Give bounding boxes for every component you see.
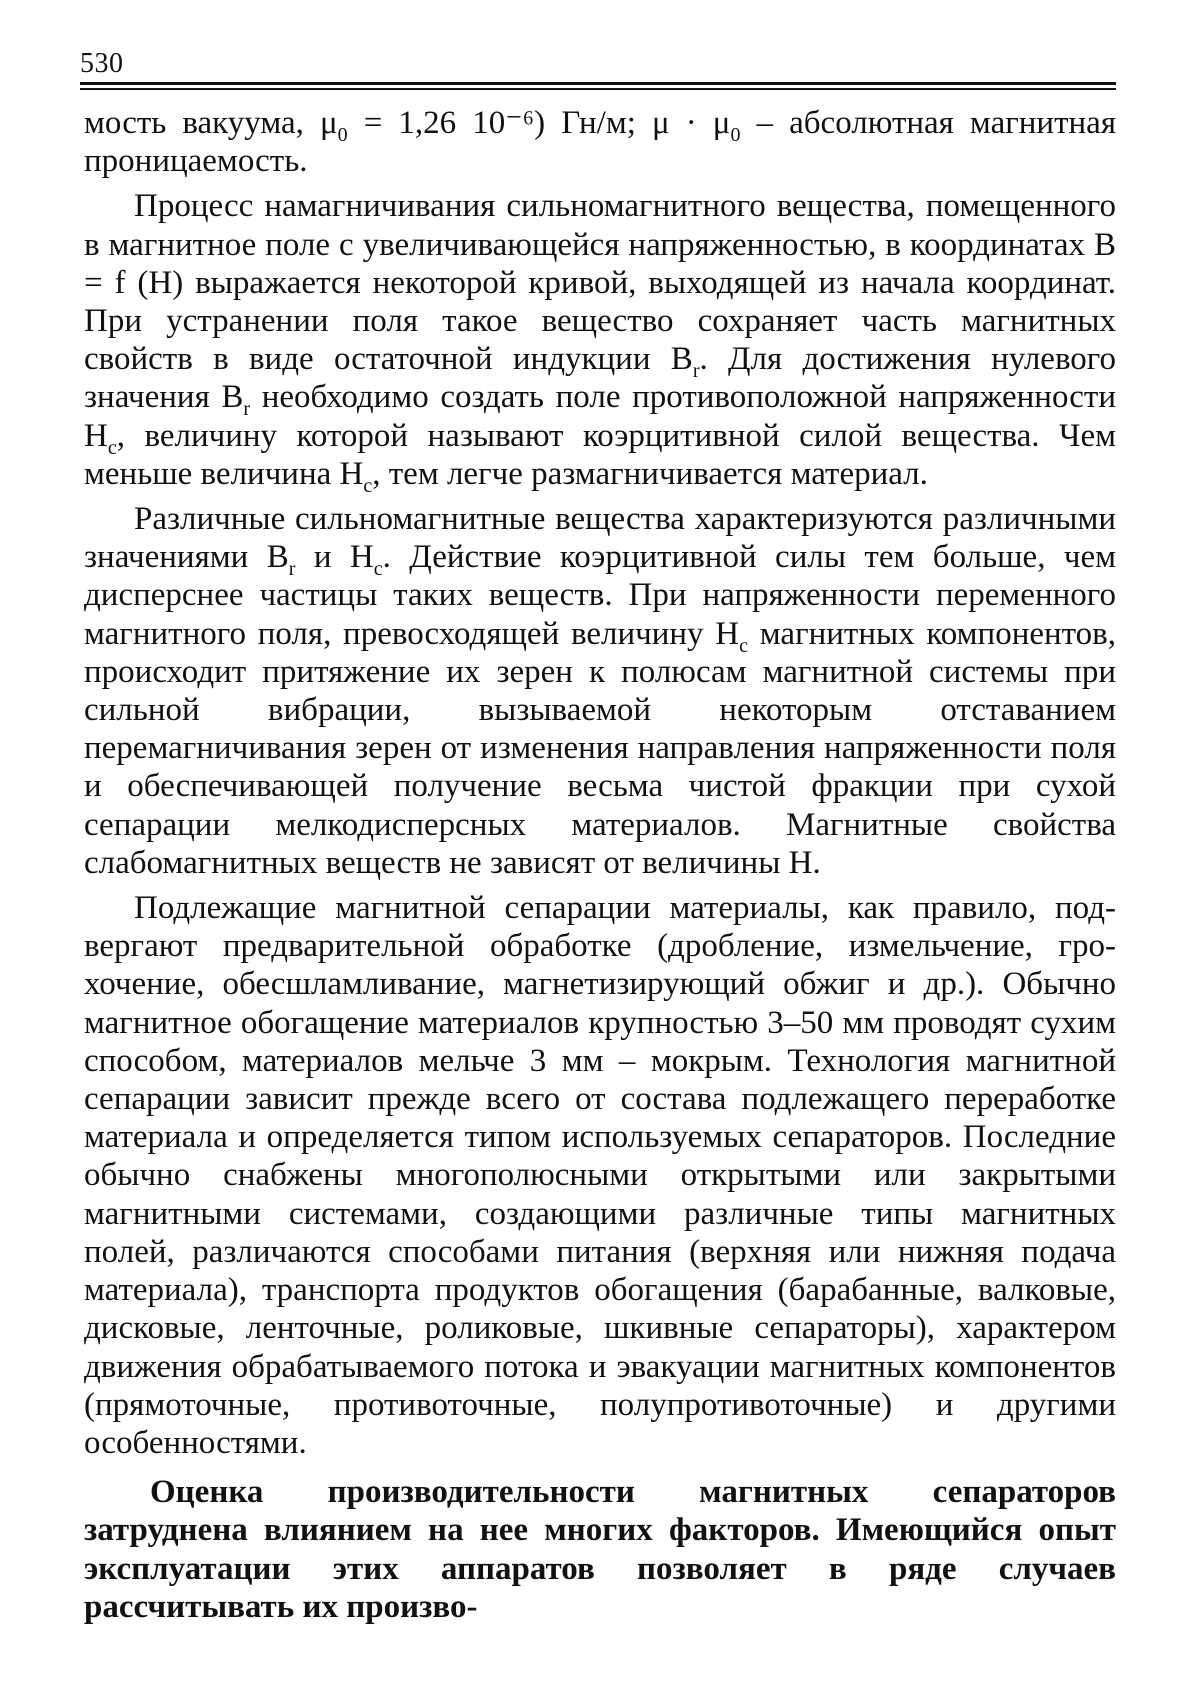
- subscript: 0: [730, 124, 741, 146]
- header-rule-bottom: [80, 88, 1116, 90]
- text-run: Процесс намагничивания сильномагнитного вещества, помещенного в магнитное поле с увеличивающейся напряженностью, в координатах B = f (H) выражается некоторой кривой, выходящей из начала координат. При устранении поля такое вещество сохраняет часть магнитных свойств в виде остаточной индукции B: [84, 188, 1116, 378]
- subscript: r: [288, 558, 296, 581]
- text-run: и H: [295, 539, 374, 576]
- page-number: 530: [80, 48, 124, 79]
- subscript: c: [107, 436, 117, 459]
- paragraph-separation-technology: Подлежащие магнитной сепарации материалы, как правило, подвергают предварительной обработке (дробление, измельчение, грохочение, обесшламливание, магнетизирующий обжиг и др.). Обычно магнитное обогащение материалов крупностью 3–50 мм проводят сухим способом, материалов мельче 3 мм – мокрым. Технология магнитной сепарации зависит прежде всего от состава подлежащего переработке материала и определяется типом используемых сепараторов. Последние обычно снабжены многополюсными открытыми или закрытыми магнитными системами, создающими различные типы магнитных полей, различаются способами питания (верхняя или нижняя подача материала), транспорта продуктов обогащения (барабанные, валковые, дисковые, ленточные, роликовые, шкивные сепараторы), характером движения обрабатываемого потока и эвакуации магнитных компонентов (прямоточные, противоточные, полупротивоточные) и другими особенностями.: [84, 890, 1116, 1461]
- body-text: [84, 104, 1116, 1626]
- subscript: c: [739, 634, 749, 657]
- header-rule-top: [80, 82, 1116, 85]
- paragraph-separator-performance: Оценка производительности магнитных сепараторов затруднена влиянием на нее многих факторов. Имеющийся опыт эксплуатации этих аппаратов позволяет в ряде случаев рассчитывать их произво-: [84, 1474, 1116, 1625]
- text-run: Различные сильномагнитные вещества характеризуются различными значениями B: [84, 501, 1116, 576]
- subscript: r: [692, 360, 700, 383]
- text-run: , величину которой называют коэрцитивной силой вещества. Чем меньше величина H: [84, 417, 1116, 492]
- paragraph-magnetization: [84, 187, 1117, 497]
- text-run: = 1,26 10⁻⁶) Гн/м; μ · μ: [347, 105, 731, 141]
- text-run: магнитных компонентов, происходит притяжение их зерен к полюсам магнитной системы при сильной вибрации, вызываемой некоторым отставанием перемагничивания зерен от изменения направления напряженности поля и обеспечивающей получение весьма чистой фракции при сухой сепарации мелкодисперсных материалов. Магнитные свойства слабомагнитных веществ не зависят от величины H.: [84, 615, 1116, 881]
- paragraph-continuation: [84, 104, 1116, 180]
- text-run: мость вакуума, μ: [84, 105, 338, 141]
- text-run: . Действие коэрцитивной силы тем больше, чем дисперснее частицы таких веществ. При напряженности переменного магнитного поля, превосходящей величину H: [84, 539, 1116, 652]
- subscript: 0: [337, 124, 348, 146]
- subscript: r: [243, 398, 251, 421]
- text-run: . Для достижения нулевого значения B: [84, 341, 1117, 416]
- text-run: необходимо создать поле противоположной напряженности H: [84, 379, 1116, 454]
- subscript: c: [363, 474, 373, 497]
- subscript: c: [373, 558, 383, 581]
- paragraph-coercive-force: [84, 500, 1116, 882]
- text-run: – абсолютная магнитная проницаемость.: [84, 105, 1117, 180]
- text-run: , тем легче размагничивается материал.: [372, 455, 928, 492]
